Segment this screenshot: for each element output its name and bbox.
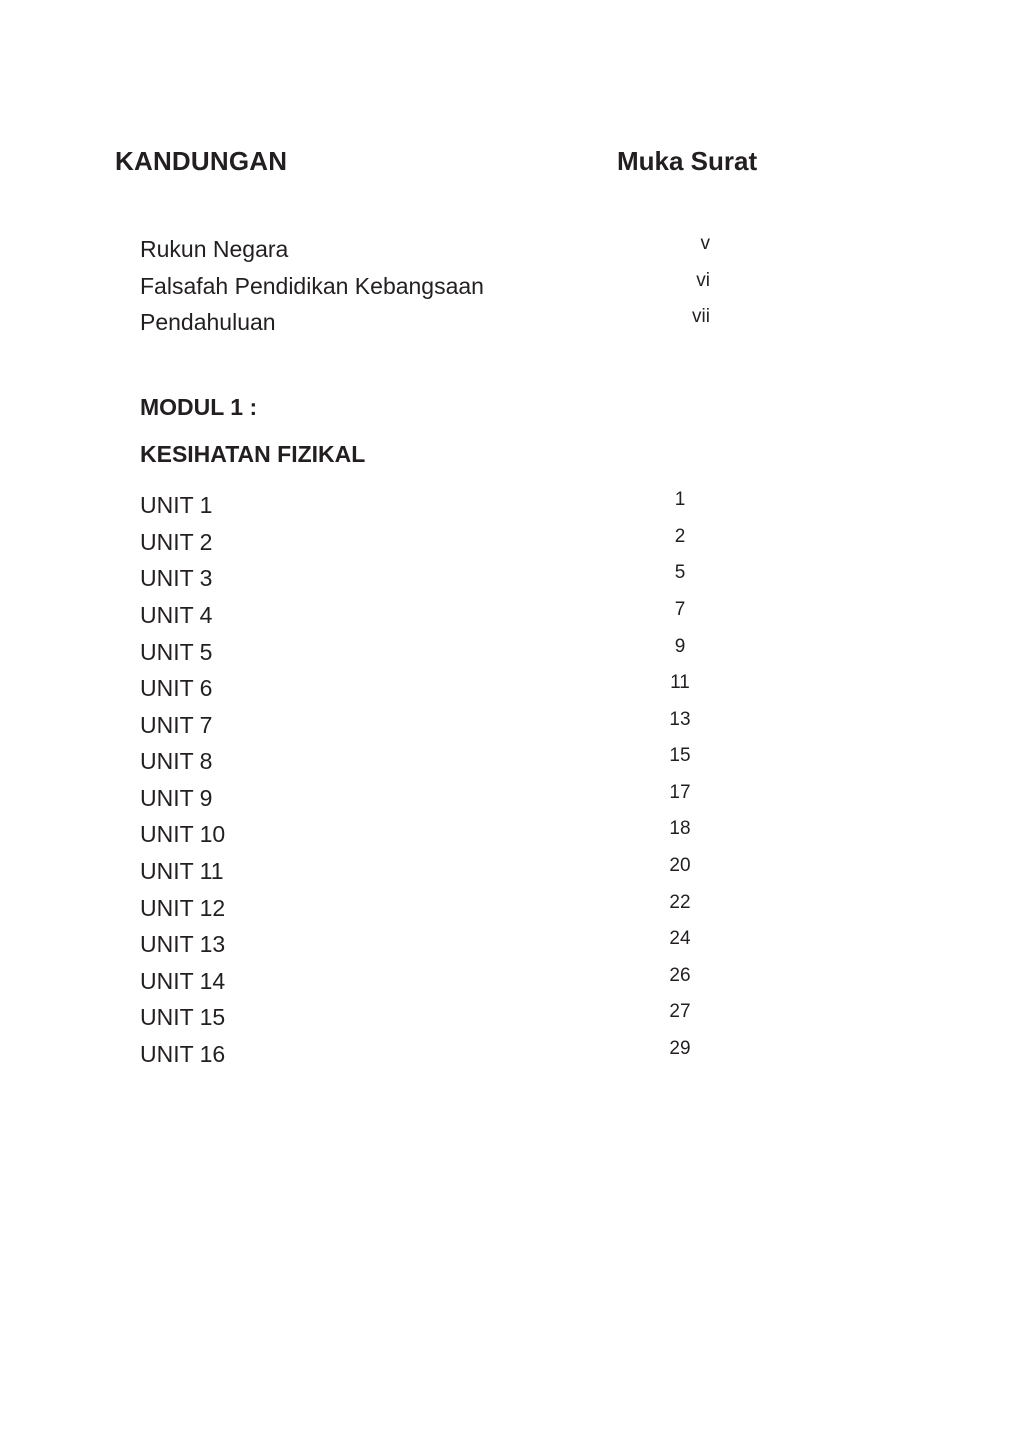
entry-label: UNIT 2 bbox=[140, 529, 213, 555]
toc-entry[interactable] bbox=[140, 636, 710, 669]
toc-entry[interactable] bbox=[140, 892, 710, 925]
entry-label: UNIT 4 bbox=[140, 602, 213, 628]
toc-title: KANDUNGAN bbox=[115, 146, 288, 176]
entry-page-number: 2 bbox=[674, 526, 686, 547]
entry-label: Falsafah Pendidikan Kebangsaan bbox=[140, 273, 484, 299]
entry-page-number: v bbox=[700, 233, 710, 254]
entry-label: Rukun Negara bbox=[140, 236, 289, 262]
entry-label: UNIT 16 bbox=[140, 1041, 226, 1067]
toc-entry[interactable] bbox=[140, 672, 710, 705]
toc-entry[interactable] bbox=[140, 270, 710, 303]
entry-label: UNIT 8 bbox=[140, 748, 213, 774]
entry-label: UNIT 10 bbox=[140, 821, 226, 847]
entry-page-number: 24 bbox=[669, 928, 691, 949]
module-subheading: KESIHATAN FIZIKAL bbox=[140, 441, 366, 467]
entry-page-number: 27 bbox=[669, 1001, 691, 1022]
page-column-header: Muka Surat bbox=[617, 146, 758, 176]
entry-page-number: 7 bbox=[674, 599, 686, 620]
entry-label: UNIT 3 bbox=[140, 565, 213, 591]
toc-entry[interactable] bbox=[140, 1001, 710, 1034]
module-heading: MODUL 1 : bbox=[140, 394, 258, 420]
toc-entry[interactable] bbox=[140, 818, 710, 851]
entry-page-number: 9 bbox=[674, 636, 686, 657]
entry-page-number: 26 bbox=[669, 965, 691, 986]
entry-page-number: 20 bbox=[669, 855, 691, 876]
entry-page-number: 22 bbox=[669, 892, 691, 913]
entry-page-number: 17 bbox=[669, 782, 691, 803]
toc-entry[interactable] bbox=[140, 306, 710, 339]
toc-entry[interactable] bbox=[140, 562, 710, 595]
entry-label: Pendahuluan bbox=[140, 309, 276, 335]
toc-entry[interactable] bbox=[140, 526, 710, 559]
entry-page-number: 1 bbox=[674, 489, 686, 510]
toc-entry[interactable] bbox=[140, 928, 710, 961]
entry-label: UNIT 14 bbox=[140, 968, 226, 994]
entry-page-number: 15 bbox=[669, 745, 691, 766]
entry-label: UNIT 7 bbox=[140, 712, 213, 738]
toc-entry[interactable] bbox=[140, 745, 710, 778]
entry-page-number: 13 bbox=[669, 709, 691, 730]
entry-page-number: vii bbox=[692, 306, 710, 327]
entry-label: UNIT 5 bbox=[140, 639, 213, 665]
entry-label: UNIT 12 bbox=[140, 895, 226, 921]
entry-label: UNIT 13 bbox=[140, 931, 226, 957]
toc-entry[interactable] bbox=[140, 233, 710, 266]
toc-entry[interactable] bbox=[140, 709, 710, 742]
toc-entry[interactable] bbox=[140, 599, 710, 632]
entry-page-number: 5 bbox=[674, 562, 686, 583]
toc-entry[interactable] bbox=[140, 1038, 710, 1071]
entry-label: UNIT 6 bbox=[140, 675, 213, 701]
entry-page-number: 29 bbox=[669, 1038, 691, 1059]
toc-entry[interactable] bbox=[140, 965, 710, 998]
entry-label: UNIT 15 bbox=[140, 1004, 226, 1030]
entry-page-number: 11 bbox=[670, 672, 690, 693]
entry-page-number: vi bbox=[696, 270, 710, 291]
entry-label: UNIT 11 bbox=[140, 858, 224, 884]
toc-entry[interactable] bbox=[140, 855, 710, 888]
entry-label: UNIT 9 bbox=[140, 785, 213, 811]
toc-entry[interactable] bbox=[140, 489, 710, 522]
entry-label: UNIT 1 bbox=[140, 492, 213, 518]
entry-page-number: 18 bbox=[669, 818, 691, 839]
toc-entry[interactable] bbox=[140, 782, 710, 815]
